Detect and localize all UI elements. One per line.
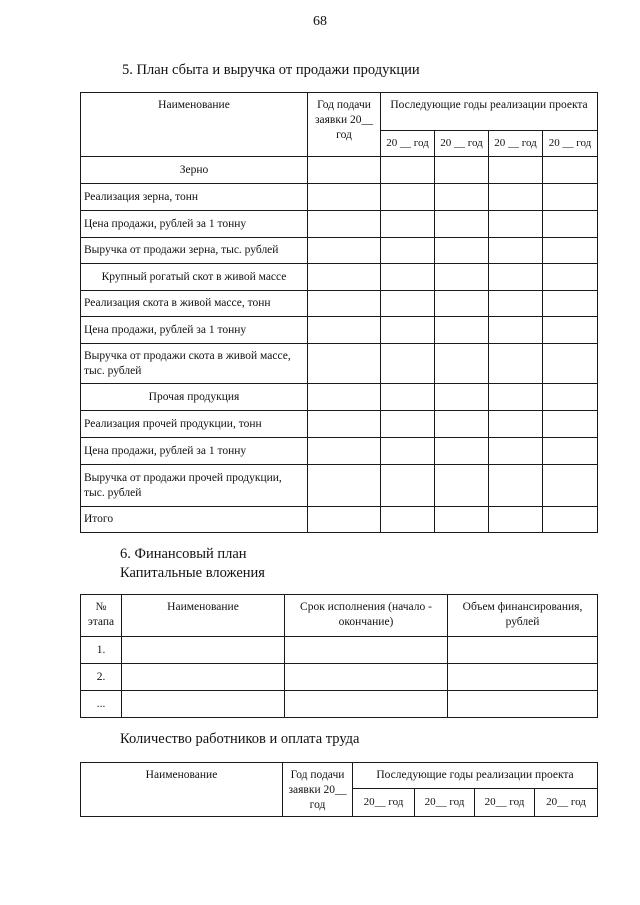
col-header-stage: № этапа <box>81 595 122 637</box>
year-col-1: 20 __ год <box>381 131 435 157</box>
col-header-name: Наименование <box>81 763 283 817</box>
section5-heading: 5. План сбыта и выручка от продажи продукции <box>122 62 420 78</box>
stage-number: 2. <box>81 664 122 691</box>
year-col-3: 20__ год <box>475 789 535 817</box>
row-other-sales: Реализация прочей продукции, тонн <box>81 411 308 438</box>
row-cattle-price: Цена продажи, рублей за 1 тонну <box>81 317 308 344</box>
year-col-1: 20__ год <box>353 789 415 817</box>
group-other: Прочая продукция <box>81 384 308 411</box>
year-col-3: 20 __ год <box>489 131 543 157</box>
stage-number: 1. <box>81 637 122 664</box>
row-other-price: Цена продажи, рублей за 1 тонну <box>81 438 308 465</box>
section6-subheading: Капитальные вложения <box>120 565 265 581</box>
row-cattle-sales: Реализация скота в живой массе, тонн <box>81 291 308 317</box>
col-header-next-years: Последующие годы реализации проекта <box>353 763 598 789</box>
group-cattle: Крупный рогатый скот в живой массе <box>81 264 308 291</box>
row-other-revenue: Выручка от продажи прочей продукции, тыс. рублей <box>81 465 308 507</box>
sales-plan-table <box>80 92 598 533</box>
col-header-name: Наименование <box>122 595 285 637</box>
col-header-next-years: Последующие годы реализации проекта <box>381 93 598 131</box>
year-col-2: 20 __ год <box>435 131 489 157</box>
col-header-year-application: Год подачи заявки 20__ год <box>308 93 381 157</box>
col-header-year-application: Год подачи заявки 20__ год <box>283 763 353 817</box>
row-grain-sales: Реализация зерна, тонн <box>81 184 308 211</box>
workers-table <box>80 762 598 817</box>
row-cattle-revenue: Выручка от продажи скота в живой массе, тыс. рублей <box>81 344 308 384</box>
group-grain: Зерно <box>81 157 308 184</box>
stage-number: ... <box>81 691 122 718</box>
col-header-term: Срок исполнения (начало - окончание) <box>285 595 448 637</box>
capital-investment-table <box>80 594 598 718</box>
row-grain-price: Цена продажи, рублей за 1 тонну <box>81 211 308 238</box>
row-total: Итого <box>81 507 308 533</box>
page-number: 68 <box>313 14 327 29</box>
year-col-4: 20 __ год <box>543 131 598 157</box>
section6-heading: 6. Финансовый план <box>120 546 247 562</box>
year-col-4: 20__ год <box>535 789 598 817</box>
col-header-name: Наименование <box>81 93 308 157</box>
workers-heading: Количество работников и оплата труда <box>120 731 360 747</box>
col-header-funding: Объем финансирования, рублей <box>448 595 598 637</box>
year-col-2: 20__ год <box>415 789 475 817</box>
row-grain-revenue: Выручка от продажи зерна, тыс. рублей <box>81 238 308 264</box>
